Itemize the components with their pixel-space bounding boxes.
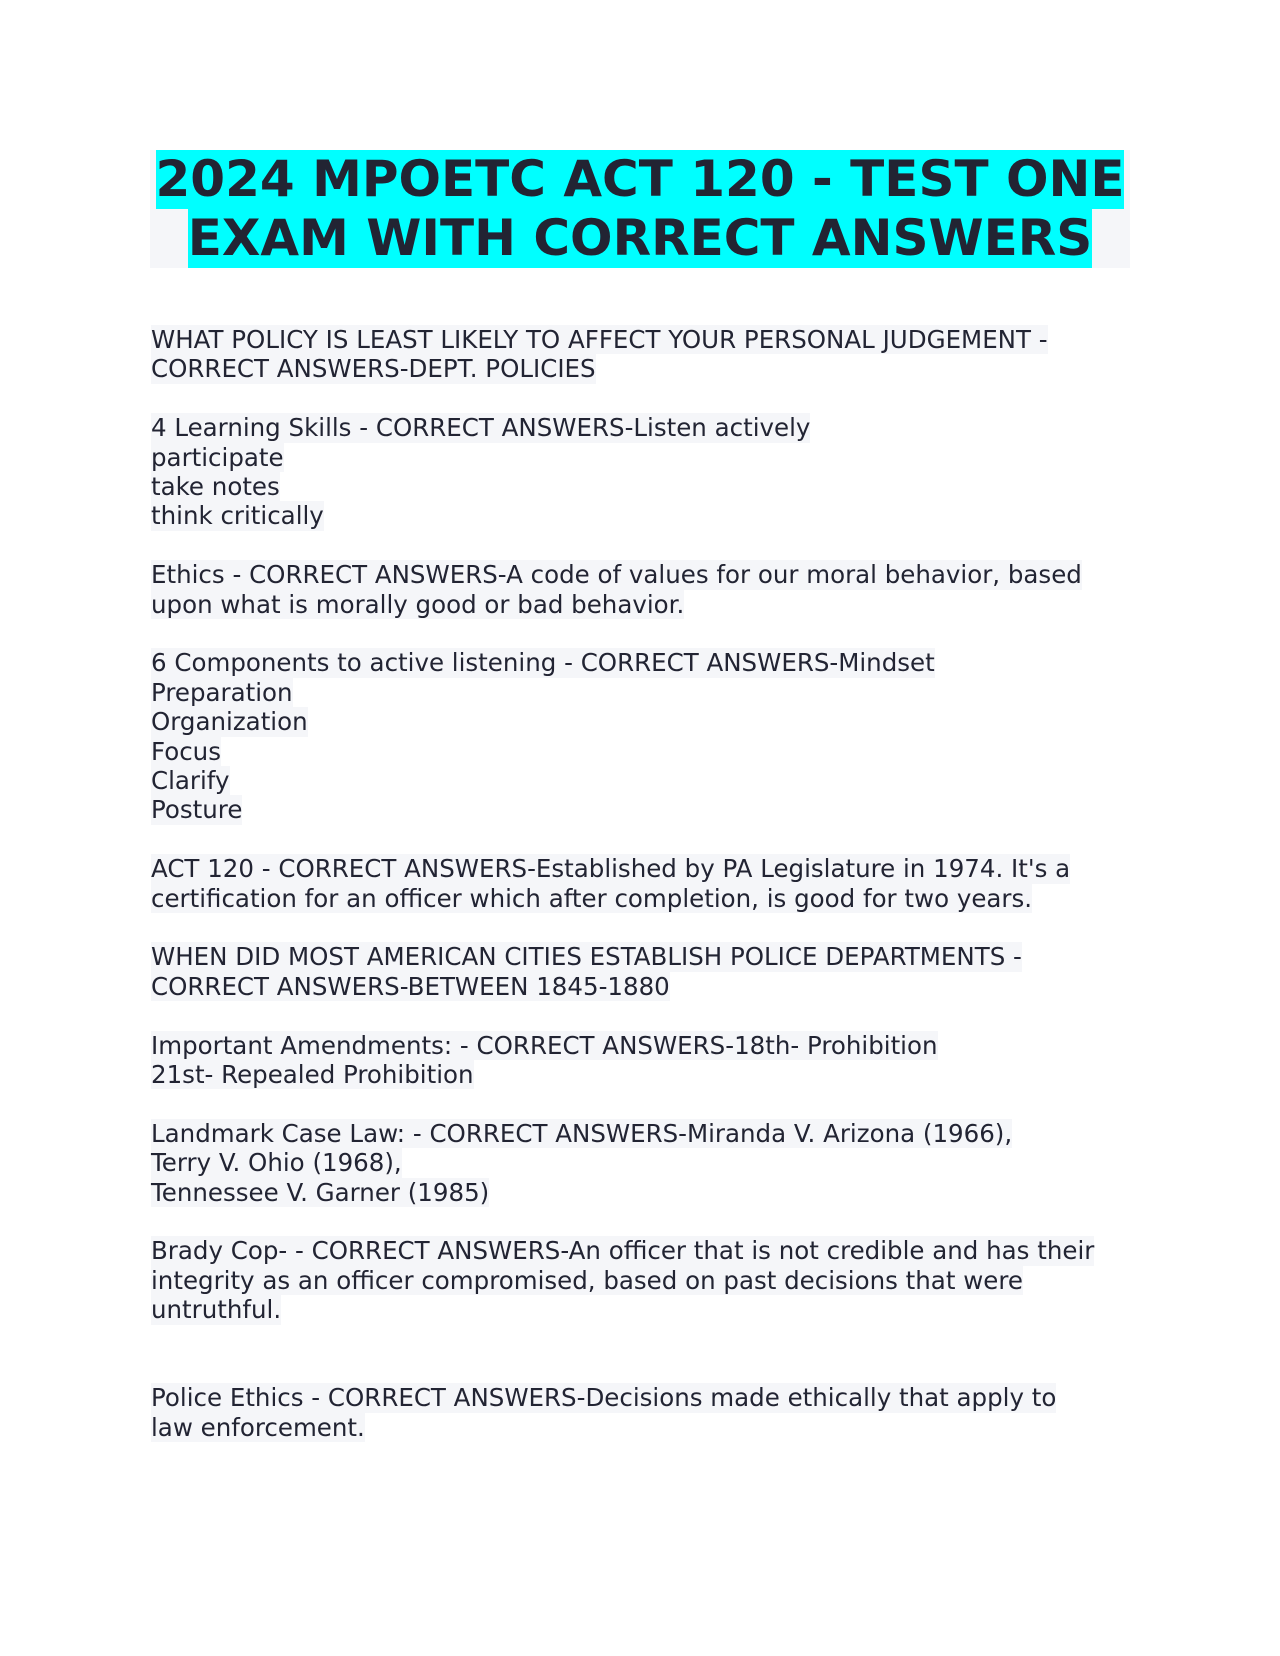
qa-line: Organization [151, 707, 308, 737]
qa-line: Tennessee V. Garner (1985) [151, 1177, 490, 1207]
qa-item [151, 942, 1141, 1001]
qa-line: upon what is morally good or bad behavior. [151, 589, 685, 619]
qa-line: certification for an officer which after completion, is good for two years. [151, 883, 1033, 913]
qa-item [151, 854, 1141, 913]
spacer [151, 825, 1141, 854]
qa-item [151, 413, 1141, 531]
qa-line: integrity as an officer compromised, based on past decisions that were [151, 1265, 1023, 1295]
spacer [151, 913, 1141, 942]
qa-line: untruthful. [151, 1295, 282, 1325]
qa-line: ACT 120 - CORRECT ANSWERS-Established by PA Legislature in 1974. It's a [151, 854, 1071, 884]
qa-line: take notes [151, 472, 280, 502]
spacer [151, 1207, 1141, 1236]
spacer [151, 1325, 1141, 1384]
qa-item [151, 1383, 1141, 1442]
qa-line: Focus [151, 736, 221, 766]
qa-item [151, 648, 1141, 824]
qa-item [151, 560, 1141, 619]
qa-line: 4 Learning Skills - CORRECT ANSWERS-Listen actively [151, 413, 811, 443]
qa-item [151, 1119, 1141, 1207]
qa-line: 21st- Repealed Prohibition [151, 1060, 474, 1090]
qa-line: Important Amendments: - CORRECT ANSWERS-18th- Prohibition [151, 1030, 938, 1060]
qa-line: Ethics - CORRECT ANSWERS-A code of values for our moral behavior, based [151, 560, 1082, 590]
qa-line: Clarify [151, 766, 230, 796]
qa-line: WHAT POLICY IS LEAST LIKELY TO AFFECT YOUR PERSONAL JUDGEMENT - [151, 325, 1048, 354]
spacer [151, 619, 1141, 648]
qa-line: CORRECT ANSWERS-BETWEEN 1845-1880 [151, 971, 670, 1001]
document-title [150, 150, 1130, 268]
qa-list [151, 325, 1141, 1442]
spacer [151, 531, 1141, 560]
qa-line: Police Ethics - CORRECT ANSWERS-Decisions made ethically that apply to [151, 1383, 1057, 1413]
spacer [151, 1001, 1141, 1030]
qa-line: law enforcement. [151, 1412, 365, 1442]
qa-line: participate [151, 442, 284, 472]
qa-item [151, 325, 1141, 384]
qa-line: Posture [151, 795, 243, 825]
qa-item [151, 1236, 1141, 1324]
qa-line: Landmark Case Law: - CORRECT ANSWERS-Miranda V. Arizona (1966), [151, 1118, 1013, 1148]
qa-line: Brady Cop- - CORRECT ANSWERS-An officer that is not credible and has their [151, 1236, 1095, 1266]
qa-line: 6 Components to active listening - CORRECT ANSWERS-Mindset [151, 648, 935, 678]
qa-item [151, 1031, 1141, 1090]
title-line: 2024 MPOETC ACT 120 - TEST ONE [155, 150, 1125, 208]
spacer [151, 1089, 1141, 1118]
qa-line: CORRECT ANSWERS-DEPT. POLICIES [151, 354, 596, 384]
qa-line: WHEN DID MOST AMERICAN CITIES ESTABLISH POLICE DEPARTMENTS - [151, 942, 1022, 972]
qa-line: Terry V. Ohio (1968), [151, 1148, 402, 1178]
spacer [151, 384, 1141, 413]
title-line: EXAM WITH CORRECT ANSWERS [187, 209, 1093, 267]
qa-line: Preparation [151, 677, 293, 707]
qa-line: think critically [151, 501, 324, 531]
